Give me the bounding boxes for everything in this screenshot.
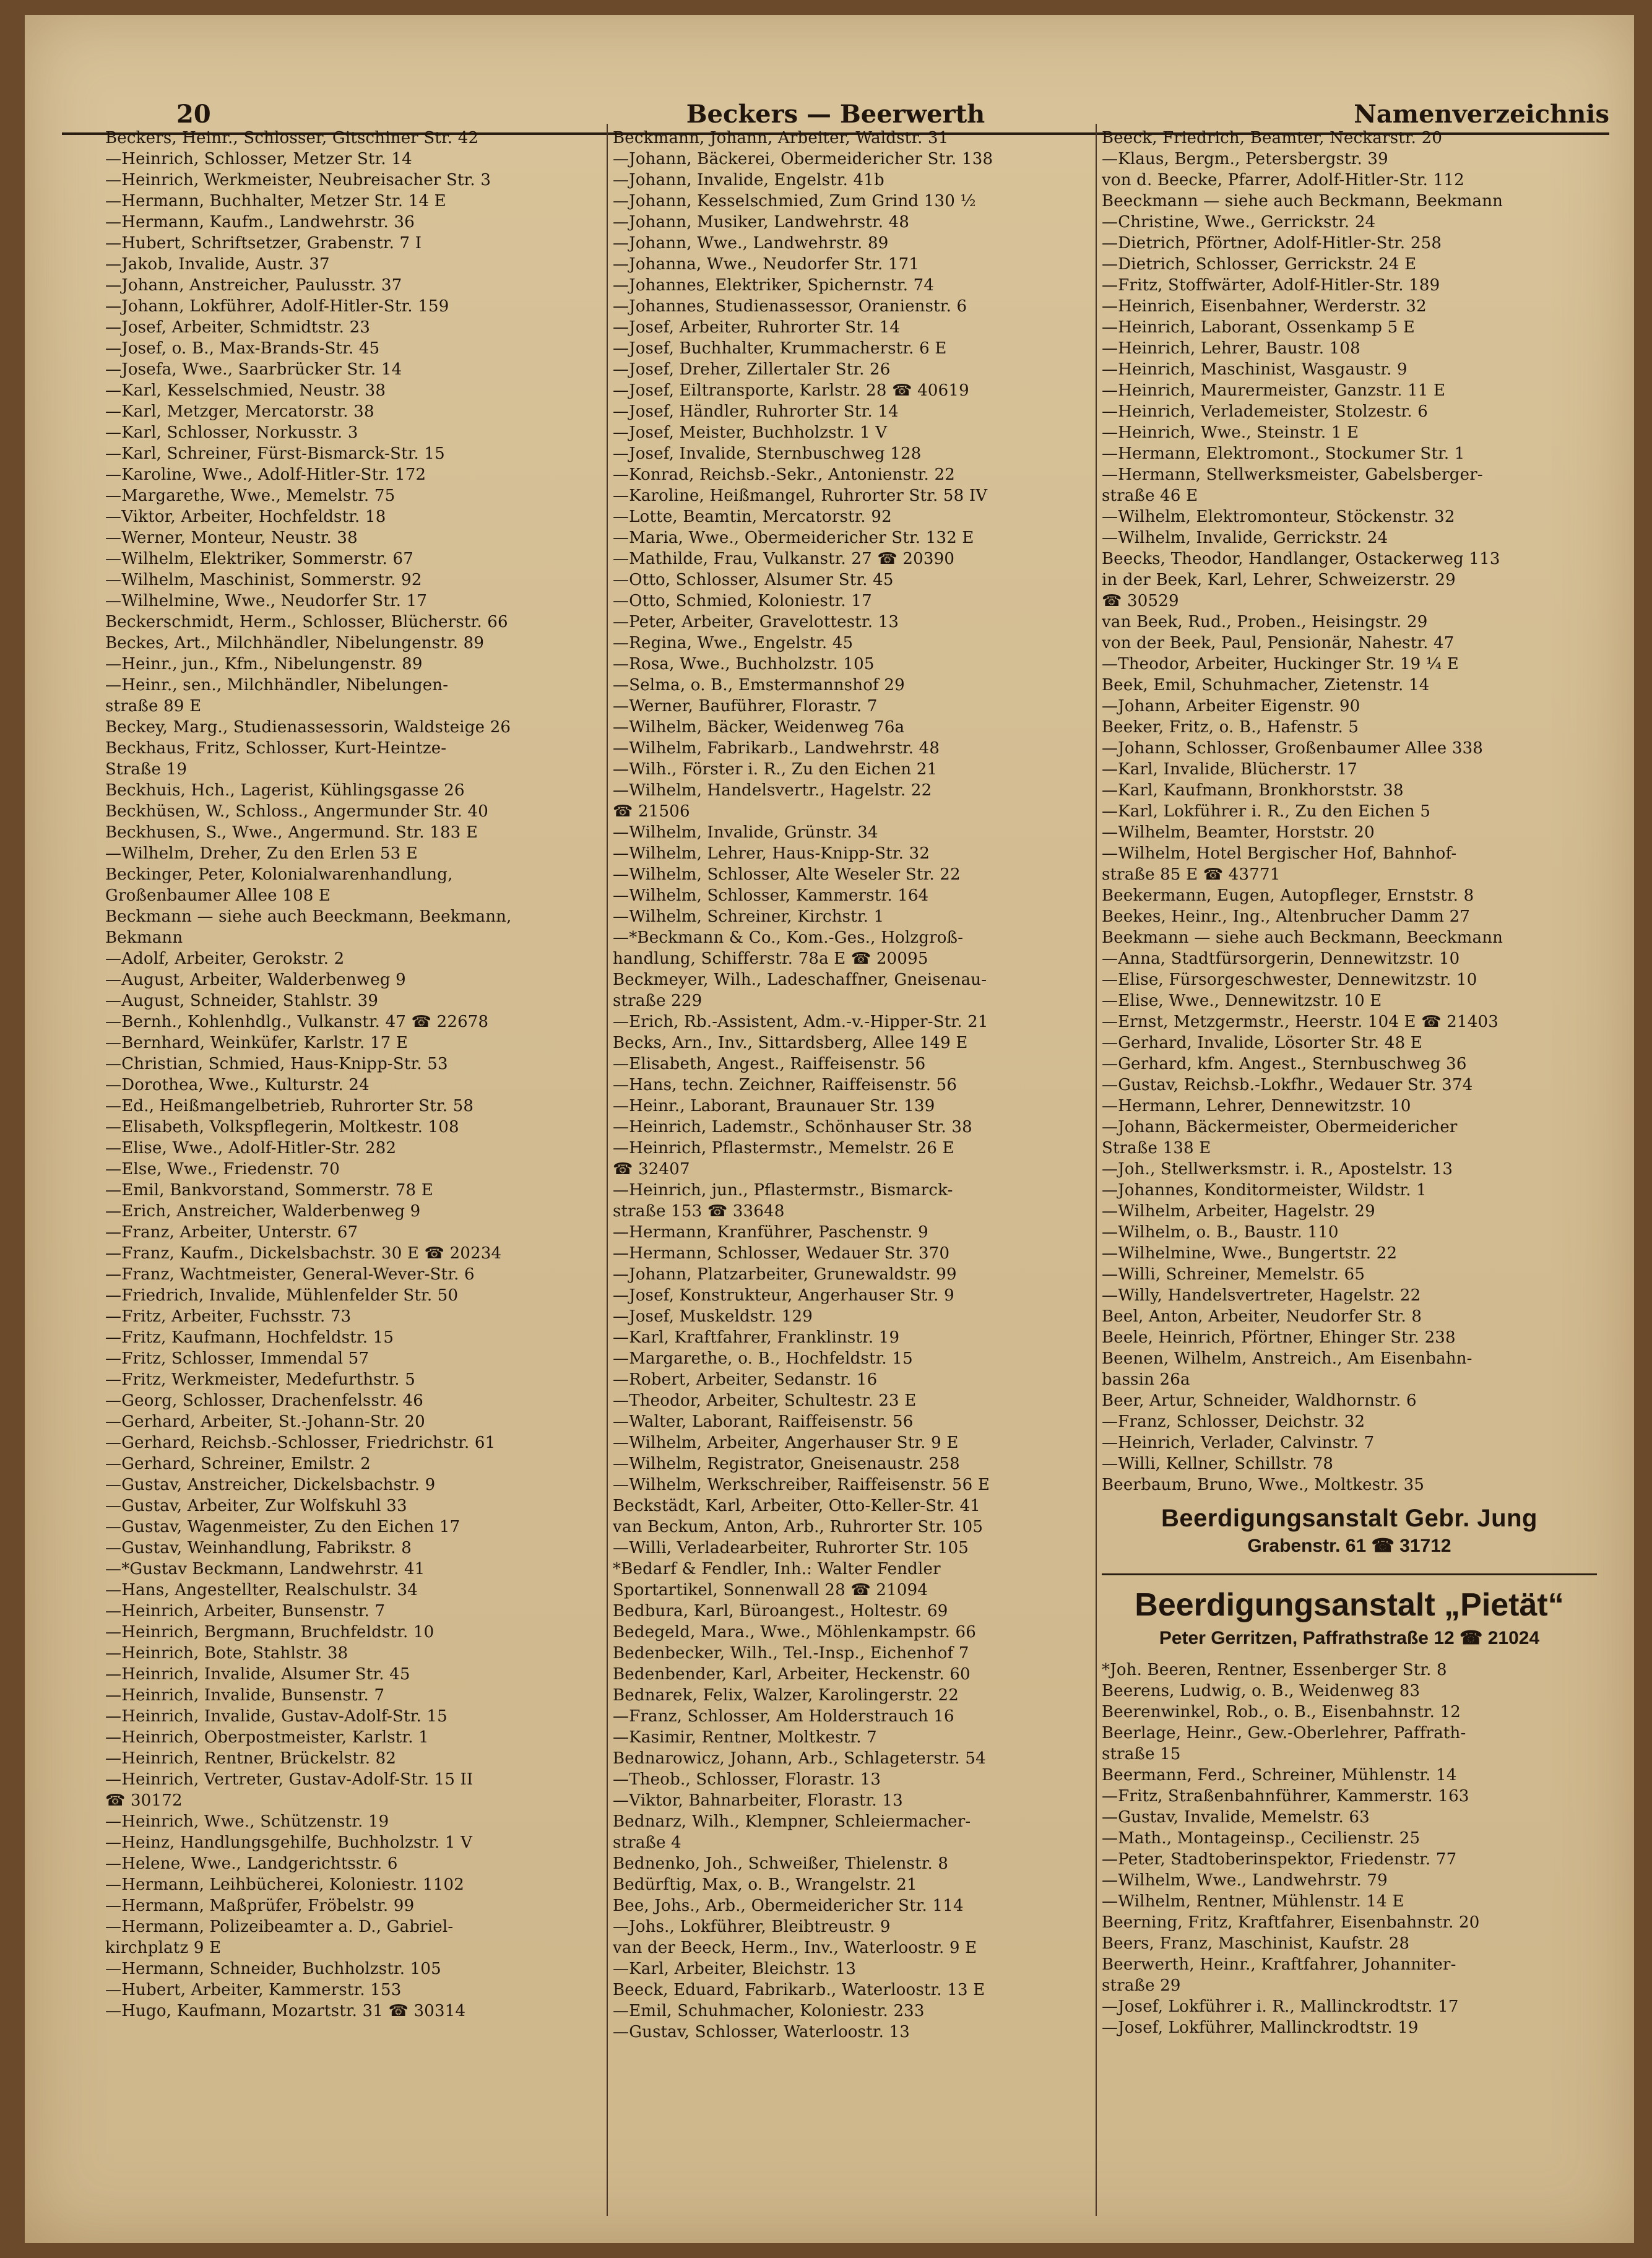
- directory-entry: —Franz, Wachtmeister, General-Wever-Str. 6: [105, 1265, 475, 1284]
- directory-entry: von der Beek, Paul, Pensionär, Nahestr. 47: [1102, 634, 1455, 652]
- directory-entry: —Hermann, Polizeibeamter a. D., Gabriel-: [105, 1918, 454, 1936]
- directory-entry: —Heinrich, Verlademeister, Stolzestr. 6: [1102, 402, 1428, 421]
- directory-entry: Bekmann: [105, 928, 183, 947]
- directory-entry: —*Gustav Beckmann, Landwehrstr. 41: [105, 1560, 425, 1578]
- directory-entry: —Lotte, Beamtin, Mercatorstr. 92: [613, 508, 892, 526]
- directory-entry: Beekes, Heinr., Ing., Altenbrucher Damm 27: [1102, 907, 1471, 926]
- directory-entry: —Karoline, Heißmangel, Ruhrorter Str. 58 IV: [613, 487, 988, 505]
- directory-entry: —Wilhelm, Rentner, Mühlenstr. 14 E: [1102, 1892, 1404, 1911]
- directory-entry: —Wilhelm, o. B., Baustr. 110: [1102, 1223, 1339, 1242]
- directory-entry: —Wilhelmine, Wwe., Bungertstr. 22: [1102, 1244, 1398, 1263]
- directory-entry: —Wilhelm, Wwe., Landwehrstr. 79: [1102, 1871, 1388, 1890]
- directory-entry: —Johanna, Wwe., Neudorfer Str. 171: [613, 255, 920, 274]
- directory-entry: —Heinr., Laborant, Braunauer Str. 139: [613, 1097, 935, 1115]
- directory-entry: —Elisabeth, Volkspflegerin, Moltkestr. 108: [105, 1118, 459, 1136]
- directory-entry: Beerlage, Heinr., Gew.-Oberlehrer, Paffrath-: [1102, 1724, 1466, 1742]
- directory-entry: —Karl, Arbeiter, Bleichstr. 13: [613, 1960, 857, 1978]
- directory-entry: —Wilhelm, Dreher, Zu den Erlen 53 E: [105, 844, 418, 863]
- directory-entry: —Wilhelm, Bäcker, Weidenweg 76a: [613, 718, 905, 737]
- directory-entry: —Theodor, Arbeiter, Huckinger Str. 19 ¼ E: [1102, 655, 1459, 673]
- directory-entry: —Heinrich, Invalide, Alsumer Str. 45: [105, 1665, 410, 1684]
- directory-entry: —Walter, Laborant, Raiffeisenstr. 56: [613, 1412, 914, 1431]
- directory-entry: —Heinrich, Pflastermstr., Memelstr. 26 E: [613, 1139, 954, 1157]
- ad-jung-address: Grabenstr. 61 ☎ 31712: [1247, 1536, 1451, 1556]
- directory-entry: —Gustav, Weinhandlung, Fabrikstr. 8: [105, 1539, 412, 1557]
- directory-entry: Straße 19: [105, 760, 188, 779]
- directory-entry: —Helene, Wwe., Landgerichtsstr. 6: [105, 1854, 398, 1873]
- directory-entry: —Gustav, Anstreicher, Dickelsbachstr. 9: [105, 1476, 436, 1494]
- directory-entry: —Heinrich, Maschinist, Wasgaustr. 9: [1102, 360, 1408, 379]
- directory-entry: straße 89 E: [105, 697, 202, 716]
- directory-entry: —Hermann, Maßprüfer, Fröbelstr. 99: [105, 1897, 415, 1915]
- directory-entry: —Gerhard, Invalide, Lösorter Str. 48 E: [1102, 1034, 1422, 1052]
- directory-entry: ☎ 32407: [613, 1160, 690, 1179]
- directory-entry: Beekmann — siehe auch Beckmann, Beeckmann: [1102, 928, 1503, 947]
- directory-entry: —Heinrich, Werkmeister, Neubreisacher Str. 3: [105, 171, 491, 189]
- directory-entry: —Josef, Konstrukteur, Angerhauser Str. 9: [613, 1286, 954, 1305]
- directory-entry: —Gustav, Reichsb.-Lokfhr., Wedauer Str. 374: [1102, 1076, 1473, 1094]
- directory-entry: —Heinrich, Eisenbahner, Werderstr. 32: [1102, 297, 1427, 316]
- directory-entry: —Maria, Wwe., Obermeidericher Str. 132 E: [613, 529, 974, 547]
- directory-entry: —Christine, Wwe., Gerrickstr. 24: [1102, 213, 1376, 231]
- directory-entry: —Elise, Fürsorgeschwester, Dennewitzstr. 10: [1102, 971, 1477, 989]
- directory-entry: —Gerhard, Reichsb.-Schlosser, Friedrichstr. 61: [105, 1434, 496, 1452]
- directory-entry: —Dietrich, Pförtner, Adolf-Hitler-Str. 258: [1102, 234, 1442, 253]
- directory-entry: —Heinrich, Wwe., Steinstr. 1 E: [1102, 423, 1359, 442]
- directory-entry: Straße 138 E: [1102, 1139, 1211, 1157]
- directory-entry: —Ernst, Metzgermstr., Heerstr. 104 E ☎ 21403: [1102, 1013, 1498, 1031]
- directory-entry: Bednarowicz, Johann, Arb., Schlageterstr. 54: [613, 1749, 986, 1768]
- directory-entry: —Karl, Schlosser, Norkusstr. 3: [105, 423, 358, 442]
- directory-entry: —Franz, Schlosser, Am Holderstrauch 16: [613, 1707, 954, 1726]
- directory-entry: Beckstädt, Karl, Arbeiter, Otto-Keller-Str. 41: [613, 1497, 981, 1515]
- directory-entry: —Heinrich, Lademstr., Schönhauser Str. 38: [613, 1118, 972, 1136]
- directory-entry: —Viktor, Bahnarbeiter, Florastr. 13: [613, 1791, 903, 1810]
- directory-entry: —Fritz, Kaufmann, Hochfeldstr. 15: [105, 1328, 394, 1347]
- directory-entry: —Dietrich, Schlosser, Gerrickstr. 24 E: [1102, 255, 1417, 274]
- directory-entry: bassin 26a: [1102, 1370, 1190, 1389]
- directory-entry: —Josef, Arbeiter, Schmidtstr. 23: [105, 318, 371, 337]
- directory-entry: Bedenbender, Karl, Arbeiter, Heckenstr. 60: [613, 1665, 971, 1684]
- directory-entry: —Dorothea, Wwe., Kulturstr. 24: [105, 1076, 370, 1094]
- directory-entry: van Beek, Rud., Proben., Heisingstr. 29: [1102, 613, 1428, 631]
- directory-entry: Beerenwinkel, Rob., o. B., Eisenbahnstr. 12: [1102, 1703, 1461, 1721]
- directory-entry: Bednarz, Wilh., Klempner, Schleiermacher-: [613, 1812, 971, 1831]
- directory-entry: —Hugo, Kaufmann, Mozartstr. 31 ☎ 30314: [105, 2002, 466, 2020]
- directory-entry: —Johann, Wwe., Landwehrstr. 89: [613, 234, 889, 253]
- directory-entry: —Johann, Platzarbeiter, Grunewaldstr. 99: [613, 1265, 957, 1284]
- directory-entry: —Wilhelm, Schreiner, Kirchstr. 1: [613, 907, 884, 926]
- directory-entry: —Wilhelm, Fabrikarb., Landwehrstr. 48: [613, 739, 940, 758]
- directory-entry: —Willy, Handelsvertreter, Hagelstr. 22: [1102, 1286, 1421, 1305]
- directory-entry: —Wilhelm, Schlosser, Alte Weseler Str. 22: [613, 865, 961, 884]
- column-divider: [1096, 124, 1097, 2216]
- directory-entry: —Wilhelm, Schlosser, Kammerstr. 164: [613, 886, 929, 905]
- directory-entry: —Math., Montageinsp., Cecilienstr. 25: [1102, 1829, 1421, 1848]
- directory-entry: —Josef, Dreher, Zillertaler Str. 26: [613, 360, 891, 379]
- directory-entry: Großenbaumer Allee 108 E: [105, 886, 331, 905]
- directory-entry: —Josef, o. B., Max-Brands-Str. 45: [105, 339, 380, 358]
- directory-entry: —Friedrich, Invalide, Mühlenfelder Str. 50: [105, 1286, 459, 1305]
- directory-entry: —Bernhard, Weinküfer, Karlstr. 17 E: [105, 1034, 409, 1052]
- section-title: Namenverzeichnis: [1354, 100, 1609, 129]
- directory-entry: —Josef, Lokführer i. R., Mallinckrodtstr. 17: [1102, 1997, 1459, 2016]
- directory-entry: Beermann, Ferd., Schreiner, Mühlenstr. 14: [1102, 1766, 1457, 1784]
- directory-entry: —Heinrich, Wwe., Schützenstr. 19: [105, 1812, 389, 1831]
- directory-entry: —Heinr., jun., Kfm., Nibelungenstr. 89: [105, 655, 423, 673]
- directory-entry: straße 46 E: [1102, 487, 1198, 505]
- directory-entry: —Otto, Schmied, Koloniestr. 17: [613, 592, 872, 610]
- directory-entry: —Josef, Meister, Buchholzstr. 1 V: [613, 423, 888, 442]
- directory-entry: —Wilhelm, Handelsvertr., Hagelstr. 22: [613, 781, 932, 800]
- directory-entry: —Wilhelm, Elektriker, Sommerstr. 67: [105, 550, 413, 568]
- column-2: [613, 128, 1089, 2220]
- directory-entry: —Hermann, Elektromont., Stockumer Str. 1: [1102, 444, 1465, 463]
- directory-entry: straße 229: [613, 992, 703, 1010]
- directory-entry: van der Beeck, Herm., Inv., Waterloostr. 9 E: [613, 1939, 977, 1957]
- page-number: 20: [176, 100, 211, 129]
- directory-entry: —Gustav, Invalide, Memelstr. 63: [1102, 1808, 1370, 1827]
- directory-entry: —Gerhard, kfm. Angest., Sternbuschweg 36: [1102, 1055, 1467, 1073]
- directory-entry: —Adolf, Arbeiter, Gerokstr. 2: [105, 949, 345, 968]
- directory-entry: —Johann, Invalide, Engelstr. 41b: [613, 171, 884, 189]
- directory-entry: —Margarethe, o. B., Hochfeldstr. 15: [613, 1349, 913, 1368]
- directory-entry: Beek, Emil, Schuhmacher, Zietenstr. 14: [1102, 676, 1430, 694]
- directory-entry: —Johannes, Elektriker, Spichernstr. 74: [613, 276, 935, 295]
- directory-entry: —Wilhelm, Registrator, Gneisenaustr. 258: [613, 1455, 960, 1473]
- directory-entry: —Hans, Angestellter, Realschulstr. 34: [105, 1581, 418, 1599]
- directory-entry: —Wilhelm, Beamter, Horststr. 20: [1102, 823, 1375, 842]
- directory-entry: Sportartikel, Sonnenwall 28 ☎ 21094: [613, 1581, 928, 1599]
- directory-entry: —Robert, Arbeiter, Sedanstr. 16: [613, 1370, 878, 1389]
- directory-entry: —Johann, Schlosser, Großenbaumer Allee 338: [1102, 739, 1484, 758]
- directory-entry: van Beckum, Anton, Arb., Ruhrorter Str. 105: [613, 1518, 984, 1536]
- directory-entry: —Josef, Händler, Ruhrorter Str. 14: [613, 402, 899, 421]
- directory-entry: —Heinrich, Laborant, Ossenkamp 5 E: [1102, 318, 1415, 337]
- directory-entry: —Franz, Kaufm., Dickelsbachstr. 30 E ☎ 20234: [105, 1244, 502, 1263]
- directory-entry: —Willi, Kellner, Schillstr. 78: [1102, 1455, 1334, 1473]
- directory-entry: —Mathilde, Frau, Vulkanstr. 27 ☎ 20390: [613, 550, 955, 568]
- directory-entry: Beckey, Marg., Studienassessorin, Waldsteige 26: [105, 718, 511, 737]
- directory-entry: Beckhuis, Hch., Lagerist, Kühlingsgasse 26: [105, 781, 465, 800]
- directory-entry: Beckes, Art., Milchhändler, Nibelungenstr. 89: [105, 634, 485, 652]
- directory-entry: straße 29: [1102, 1976, 1181, 1995]
- directory-entry: —Hermann, Leihbücherei, Koloniestr. 1102: [105, 1875, 464, 1894]
- directory-entry: —Jakob, Invalide, Austr. 37: [105, 255, 330, 274]
- directory-entry: —Hermann, Schlosser, Wedauer Str. 370: [613, 1244, 950, 1263]
- directory-entry: Beckmann, Johann, Arbeiter, Waldstr. 31: [613, 129, 949, 147]
- directory-entry: —Wilhelmine, Wwe., Neudorfer Str. 17: [105, 592, 428, 610]
- directory-entry: —Konrad, Reichsb.-Sekr., Antonienstr. 22: [613, 465, 955, 484]
- directory-entry: —Josef, Buchhalter, Krummacherstr. 6 E: [613, 339, 947, 358]
- directory-entry: —Karl, Schreiner, Fürst-Bismarck-Str. 15: [105, 444, 445, 463]
- directory-entry: —Wilhelm, Hotel Bergischer Hof, Bahnhof-: [1102, 844, 1457, 863]
- directory-entry: Beckinger, Peter, Kolonialwarenhandlung,: [105, 865, 453, 884]
- directory-entry: —Josefa, Wwe., Saarbrücker Str. 14: [105, 360, 402, 379]
- directory-entry: —Johann, Musiker, Landwehrstr. 48: [613, 213, 910, 231]
- directory-entry: —Heinrich, Schlosser, Metzer Str. 14: [105, 150, 412, 168]
- directory-entry: Beerning, Fritz, Kraftfahrer, Eisenbahnstr. 20: [1102, 1913, 1480, 1932]
- directory-entry: *Bedarf & Fendler, Inh.: Walter Fendler: [613, 1560, 941, 1578]
- directory-entry: —Selma, o. B., Emstermannshof 29: [613, 676, 905, 694]
- directory-entry: —Johann, Bäckermeister, Obermeidericher: [1102, 1118, 1458, 1136]
- directory-entry: straße 85 E ☎ 43771: [1102, 865, 1281, 884]
- directory-entry: Beckmann — siehe auch Beeckmann, Beekmann,: [105, 907, 512, 926]
- directory-entry: —Theob., Schlosser, Florastr. 13: [613, 1770, 881, 1789]
- directory-entry: —Elise, Wwe., Adolf-Hitler-Str. 282: [105, 1139, 397, 1157]
- directory-entry: —Heinrich, Maurermeister, Ganzstr. 11 E: [1102, 381, 1446, 400]
- directory-entry: Beeckmann — siehe auch Beckmann, Beekmann: [1102, 192, 1503, 210]
- directory-entry: —Karl, Kaufmann, Bronkhorststr. 38: [1102, 781, 1404, 800]
- directory-entry: in der Beek, Karl, Lehrer, Schweizerstr. 29: [1102, 571, 1456, 589]
- directory-entry: Bedenbecker, Wilh., Tel.-Insp., Eichenhof 7: [613, 1644, 969, 1663]
- directory-entry: —Karl, Invalide, Blücherstr. 17: [1102, 760, 1358, 779]
- directory-entry: —Theodor, Arbeiter, Schultestr. 23 E: [613, 1391, 917, 1410]
- directory-entry: von d. Beecke, Pfarrer, Adolf-Hitler-Str. 112: [1102, 171, 1464, 189]
- directory-entry: —Heinrich, Invalide, Bunsenstr. 7: [105, 1686, 385, 1705]
- directory-entry: —Gustav, Schlosser, Waterloostr. 13: [613, 2023, 910, 2041]
- directory-entry: —Klaus, Bergm., Petersbergstr. 39: [1102, 150, 1388, 168]
- directory-entry: Beeck, Eduard, Fabrikarb., Waterloostr. 13 E: [613, 1981, 985, 1999]
- directory-entry: Bedbura, Karl, Büroangest., Holtestr. 69: [613, 1602, 948, 1620]
- directory-entry: Bedegeld, Mara., Wwe., Möhlenkampstr. 66: [613, 1623, 977, 1642]
- directory-entry: —Fritz, Stoffwärter, Adolf-Hitler-Str. 189: [1102, 276, 1440, 295]
- directory-entry: —Karl, Lokführer i. R., Zu den Eichen 5: [1102, 802, 1431, 821]
- directory-entry: —Franz, Arbeiter, Unterstr. 67: [105, 1223, 358, 1242]
- directory-entry: —Heinrich, Bergmann, Bruchfeldstr. 10: [105, 1623, 435, 1642]
- directory-entry: —Else, Wwe., Friedenstr. 70: [105, 1160, 340, 1179]
- directory-entry: —Emil, Bankvorstand, Sommerstr. 78 E: [105, 1181, 433, 1200]
- directory-entry: —*Beckmann & Co., Kom.-Ges., Holzgroß-: [613, 928, 964, 947]
- directory-entry: —Heinrich, Lehrer, Baustr. 108: [1102, 339, 1360, 358]
- directory-entry: —Johann, Lokführer, Adolf-Hitler-Str. 159: [105, 297, 449, 316]
- directory-entry: —Gustav, Wagenmeister, Zu den Eichen 17: [105, 1518, 461, 1536]
- directory-entry: —Hermann, Kaufm., Landwehrstr. 36: [105, 213, 415, 231]
- directory-entry: Beele, Heinrich, Pförtner, Ehinger Str. 238: [1102, 1328, 1456, 1347]
- directory-entry: —Heinrich, Oberpostmeister, Karlstr. 1: [105, 1728, 429, 1747]
- directory-entry: —Willi, Schreiner, Memelstr. 65: [1102, 1265, 1365, 1284]
- directory-entry: —Johann, Anstreicher, Paulusstr. 37: [105, 276, 402, 295]
- advertisement-jung: [1102, 1503, 1597, 1559]
- directory-entry: Beckhüsen, W., Schloss., Angermunder Str. 40: [105, 802, 488, 821]
- directory-entry: —Christian, Schmied, Haus-Knipp-Str. 53: [105, 1055, 448, 1073]
- directory-entry: Beekermann, Eugen, Autopfleger, Ernststr. 8: [1102, 886, 1474, 905]
- directory-entry: —Hermann, Kranführer, Paschenstr. 9: [613, 1223, 928, 1242]
- directory-entry: Bednarek, Felix, Walzer, Karolingerstr. 22: [613, 1686, 959, 1705]
- directory-entry: Beerens, Ludwig, o. B., Weidenweg 83: [1102, 1682, 1421, 1700]
- directory-entry: ☎ 30529: [1102, 592, 1179, 610]
- directory-entry: —Elisabeth, Angest., Raiffeisenstr. 56: [613, 1055, 926, 1073]
- directory-entry: —Heinrich, jun., Pflastermstr., Bismarck-: [613, 1181, 953, 1200]
- directory-entry: —Heinrich, Invalide, Gustav-Adolf-Str. 15: [105, 1707, 448, 1726]
- directory-entry: —Wilhelm, Werkschreiber, Raiffeisenstr. 56 E: [613, 1476, 990, 1494]
- directory-entry: Beeck, Friedrich, Beamter, Neckarstr. 20: [1102, 129, 1443, 147]
- directory-entry: —Josef, Lokführer, Mallinckrodtstr. 19: [1102, 2018, 1419, 2037]
- directory-entry: —Joh., Stellwerksmstr. i. R., Apostelstr. 13: [1102, 1160, 1453, 1179]
- directory-entry: —Josef, Muskeldstr. 129: [613, 1307, 813, 1326]
- directory-entry: —Otto, Schlosser, Alsumer Str. 45: [613, 571, 894, 589]
- directory-entry: straße 4: [613, 1833, 681, 1852]
- directory-entry: —Wilh., Förster i. R., Zu den Eichen 21: [613, 760, 938, 779]
- directory-entry: —Fritz, Straßenbahnführer, Kammerstr. 163: [1102, 1787, 1469, 1806]
- directory-entry: —Johann, Bäckerei, Obermeidericher Str. 138: [613, 150, 993, 168]
- column-1: [105, 128, 600, 2220]
- directory-entry: —Wilhelm, Lehrer, Haus-Knipp-Str. 32: [613, 844, 930, 863]
- directory-entry: —Hermann, Stellwerksmeister, Gabelsberger-: [1102, 465, 1483, 484]
- directory-entry: Beckerschmidt, Herm., Schlosser, Blücherstr. 66: [105, 613, 508, 631]
- directory-entry: straße 153 ☎ 33648: [613, 1202, 785, 1221]
- directory-entry: —Hermann, Schneider, Buchholzstr. 105: [105, 1960, 441, 1978]
- directory-entry: Beerwerth, Heinr., Kraftfahrer, Johanniter-: [1102, 1955, 1456, 1974]
- directory-entry: —Josef, Eiltransporte, Karlstr. 28 ☎ 40619: [613, 381, 969, 400]
- directory-entry: Beenen, Wilhelm, Anstreich., Am Eisenbahn-: [1102, 1349, 1473, 1368]
- directory-entry: —Hubert, Arbeiter, Kammerstr. 153: [105, 1981, 402, 1999]
- directory-entry: —Wilhelm, Arbeiter, Angerhauser Str. 9 E: [613, 1434, 959, 1452]
- directory-entry: —Emil, Schuhmacher, Koloniestr. 233: [613, 2002, 925, 2020]
- directory-entry: Bee, Johs., Arb., Obermeidericher Str. 114: [613, 1897, 964, 1915]
- directory-entry: —August, Schneider, Stahlstr. 39: [105, 992, 379, 1010]
- directory-entry: —Werner, Bauführer, Florastr. 7: [613, 697, 878, 716]
- directory-entry: —Kasimir, Rentner, Moltkestr. 7: [613, 1728, 877, 1747]
- directory-entry: —Anna, Stadtfürsorgerin, Dennewitzstr. 10: [1102, 949, 1460, 968]
- directory-entry: ☎ 21506: [613, 802, 690, 821]
- directory-entry: Beckers, Heinr., Schlosser, Gitschiner Str. 42: [105, 129, 479, 147]
- ad-jung-name: Beerdigungsanstalt Gebr. Jung: [1161, 1505, 1537, 1532]
- directory-entry: —Heinrich, Bote, Stahlstr. 38: [105, 1644, 348, 1663]
- directory-entry: Beers, Franz, Maschinist, Kaufstr. 28: [1102, 1934, 1410, 1953]
- directory-entry: —Hermann, Lehrer, Dennewitzstr. 10: [1102, 1097, 1411, 1115]
- directory-entry: —Heinrich, Verlader, Calvinstr. 7: [1102, 1434, 1375, 1452]
- directory-entry: —Johann, Arbeiter Eigenstr. 90: [1102, 697, 1360, 716]
- directory-entry: Becks, Arn., Inv., Sittardsberg, Allee 149 E: [613, 1034, 968, 1052]
- directory-entry: —Peter, Arbeiter, Gravelottestr. 13: [613, 613, 899, 631]
- directory-entry: —Hermann, Buchhalter, Metzer Str. 14 E: [105, 192, 446, 210]
- directory-entry: —Johann, Kesselschmied, Zum Grind 130 ½: [613, 192, 976, 210]
- directory-entry: —Elise, Wwe., Dennewitzstr. 10 E: [1102, 992, 1382, 1010]
- directory-entry: —Gustav, Arbeiter, Zur Wolfskuhl 33: [105, 1497, 407, 1515]
- directory-entry: —Wilhelm, Invalide, Gerrickstr. 24: [1102, 529, 1388, 547]
- column-divider: [607, 124, 608, 2216]
- directory-entry: straße 15: [1102, 1745, 1181, 1763]
- directory-entry: Beckhusen, S., Wwe., Angermund. Str. 183 E: [105, 823, 478, 842]
- directory-entry: Beel, Anton, Arbeiter, Neudorfer Str. 8: [1102, 1307, 1422, 1326]
- directory-entry: —Ed., Heißmangelbetrieb, Ruhrorter Str. 58: [105, 1097, 474, 1115]
- directory-entry: —Willi, Verladearbeiter, Ruhrorter Str. 105: [613, 1539, 969, 1557]
- directory-entry: —Franz, Schlosser, Deichstr. 32: [1102, 1412, 1365, 1431]
- directory-entry: —August, Arbeiter, Walderbenweg 9: [105, 971, 406, 989]
- directory-entry: —Fritz, Werkmeister, Medefurthstr. 5: [105, 1370, 415, 1389]
- directory-entry: —Karl, Metzger, Mercatorstr. 38: [105, 402, 374, 421]
- directory-entry: —Fritz, Schlosser, Immendal 57: [105, 1349, 370, 1368]
- directory-entry: —Wilhelm, Elektromonteur, Stöckenstr. 32: [1102, 508, 1455, 526]
- directory-entry: —Bernh., Kohlenhdlg., Vulkanstr. 47 ☎ 22678: [105, 1013, 489, 1031]
- directory-entry: —Karl, Kraftfahrer, Franklinstr. 19: [613, 1328, 900, 1347]
- directory-entry: Beer, Artur, Schneider, Waldhornstr. 6: [1102, 1391, 1417, 1410]
- directory-entry: Beecks, Theodor, Handlanger, Ostackerweg 113: [1102, 550, 1500, 568]
- directory-entry: —Hans, techn. Zeichner, Raiffeisenstr. 56: [613, 1076, 958, 1094]
- directory-entry: —Josef, Invalide, Sternbuschweg 128: [613, 444, 922, 463]
- directory-entry: —Gerhard, Arbeiter, St.-Johann-Str. 20: [105, 1412, 425, 1431]
- directory-entry: —Rosa, Wwe., Buchholzstr. 105: [613, 655, 875, 673]
- directory-entry: —Johannes, Konditormeister, Wildstr. 1: [1102, 1181, 1427, 1200]
- directory-entry: —Josef, Arbeiter, Ruhrorter Str. 14: [613, 318, 901, 337]
- directory-entry: —Fritz, Arbeiter, Fuchsstr. 73: [105, 1307, 352, 1326]
- directory-entry: —Karoline, Wwe., Adolf-Hitler-Str. 172: [105, 465, 426, 484]
- directory-entry: —Heinrich, Vertreter, Gustav-Adolf-Str. 15 II: [105, 1770, 474, 1789]
- directory-entry: —Johannes, Studienassessor, Oranienstr. 6: [613, 297, 967, 316]
- directory-entry: —Georg, Schlosser, Drachenfelsstr. 46: [105, 1391, 423, 1410]
- ad-pietaet-name: Beerdigungsanstalt „Pietät“: [1135, 1587, 1564, 1623]
- directory-entry: —Margarethe, Wwe., Memelstr. 75: [105, 487, 396, 505]
- directory-entry: —Peter, Stadtoberinspektor, Friedenstr. 77: [1102, 1850, 1457, 1869]
- advertisement-pietaet: [1102, 1573, 1597, 1652]
- directory-entry: Beerbaum, Bruno, Wwe., Moltkestr. 35: [1102, 1476, 1425, 1494]
- directory-entry: —Werner, Monteur, Neustr. 38: [105, 529, 358, 547]
- directory-entry: —Wilhelm, Maschinist, Sommerstr. 92: [105, 571, 422, 589]
- directory-entry: handlung, Schifferstr. 78a E ☎ 20095: [613, 949, 928, 968]
- directory-entry: —Heinrich, Rentner, Brückelstr. 82: [105, 1749, 397, 1768]
- directory-entry: ☎ 30172: [105, 1791, 183, 1810]
- directory-entry: Bednenko, Joh., Schweißer, Thielenstr. 8: [613, 1854, 949, 1873]
- directory-entry: —Karl, Kesselschmied, Neustr. 38: [105, 381, 386, 400]
- directory-entry: —Heinr., sen., Milchhändler, Nibelungen-: [105, 676, 449, 694]
- directory-entry: Beckmeyer, Wilh., Ladeschaffner, Gneisenau-: [613, 971, 987, 989]
- directory-entry: *Joh. Beeren, Rentner, Essenberger Str. 8: [1102, 1661, 1447, 1679]
- directory-entry: Beckhaus, Fritz, Schlosser, Kurt-Heintze-: [105, 739, 447, 758]
- directory-entry: —Heinz, Handlungsgehilfe, Buchholzstr. 1 V: [105, 1833, 473, 1852]
- column-3: [1102, 128, 1597, 2220]
- directory-entry: —Hubert, Schriftsetzer, Grabenstr. 7 I: [105, 234, 422, 253]
- directory-entry: Bedürftig, Max, o. B., Wrangelstr. 21: [613, 1875, 917, 1894]
- directory-entry: —Wilhelm, Invalide, Grünstr. 34: [613, 823, 878, 842]
- directory-entry: Beeker, Fritz, o. B., Hafenstr. 5: [1102, 718, 1359, 737]
- directory-entry: —Gerhard, Schreiner, Emilstr. 2: [105, 1455, 371, 1473]
- ad-pietaet-address: Peter Gerritzen, Paffrathstraße 12 ☎ 21024: [1159, 1628, 1540, 1648]
- directory-entry: —Erich, Rb.-Assistent, Adm.-v.-Hipper-Str. 21: [613, 1013, 988, 1031]
- directory-entry: —Viktor, Arbeiter, Hochfeldstr. 18: [105, 508, 386, 526]
- page-title: Beckers — Beerwerth: [686, 100, 985, 129]
- directory-entry: —Regina, Wwe., Engelstr. 45: [613, 634, 854, 652]
- directory-entry: kirchplatz 9 E: [105, 1939, 222, 1957]
- directory-entry: —Heinrich, Arbeiter, Bunsenstr. 7: [105, 1602, 386, 1620]
- directory-entry: —Wilhelm, Arbeiter, Hagelstr. 29: [1102, 1202, 1375, 1221]
- directory-entry: —Erich, Anstreicher, Walderbenweg 9: [105, 1202, 421, 1221]
- directory-entry: —Johs., Lokführer, Bleibtreustr. 9: [613, 1918, 891, 1936]
